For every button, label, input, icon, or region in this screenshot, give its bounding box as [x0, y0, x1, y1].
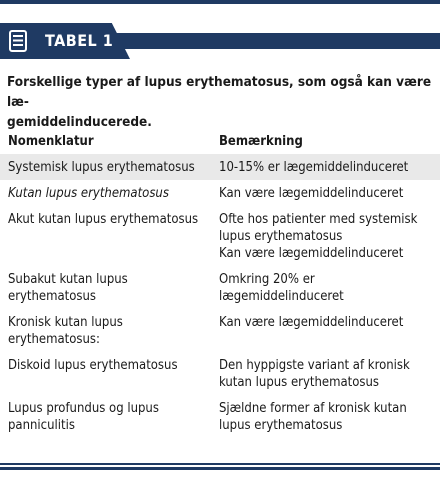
remark-text: Ofte hos patienter med systemisk lupus erythematosus: [219, 212, 418, 244]
remark-cell: [211, 352, 440, 395]
nomenclature-cell: Akut kutan lupus erythematosus: [8, 212, 199, 227]
caption-line: Forskellige typer af lupus erythematosus, som også kan være læ-: [7, 74, 432, 110]
remark-text: Kan være lægemiddelinduceret: [219, 246, 404, 261]
remark-cell: [211, 206, 440, 266]
remark-text: 10-15% er lægemiddelinduceret: [219, 160, 409, 175]
table-body: [0, 154, 440, 438]
column-header-remark: Bemærkning: [219, 134, 303, 149]
table-head-row: [0, 128, 440, 154]
table-caption: [7, 72, 432, 132]
remark-text: Den hyppigste variant af kronisk kutan lupus erythematosus: [219, 358, 410, 390]
remark-cell: [211, 395, 440, 438]
remark-text: Omkring 20% er lægemiddelinduceret: [219, 272, 344, 304]
bottom-rule: [0, 467, 440, 470]
remark-cell: [211, 180, 440, 206]
column-header-nomenclature: Nomenklatur: [8, 134, 94, 149]
caption-line: gemiddelinducerede.: [7, 114, 152, 130]
table-row: [0, 206, 440, 266]
table-row: [0, 180, 440, 206]
remark-text: Kan være lægemiddelinduceret: [219, 186, 404, 201]
table-row: [0, 266, 440, 309]
table-row: [0, 309, 440, 352]
document-icon: [0, 23, 35, 59]
table-title: TABEL 1: [45, 31, 114, 50]
bottom-rule: [0, 463, 440, 465]
nomenclature-cell: Kutan lupus erythematosus: [8, 186, 169, 201]
table-row: [0, 154, 440, 180]
top-rule: [0, 0, 440, 4]
nomenclature-cell: Subakut kutan lupus erythematosus: [8, 272, 128, 304]
remark-cell: [211, 154, 440, 180]
nomenclature-cell: Diskoid lupus erythematosus: [8, 358, 178, 373]
remark-text: Kan være lægemiddelinduceret: [219, 315, 404, 330]
remark-cell: [211, 309, 440, 352]
table-header: [0, 23, 440, 59]
table-row: [0, 352, 440, 395]
table-row: [0, 395, 440, 438]
nomenclature-cell: Kronisk kutan lupus erythematosus:: [8, 315, 123, 347]
remark-text: Sjældne former af kronisk kutan lupus erythematosus: [219, 401, 407, 433]
remark-cell: [211, 266, 440, 309]
nomenclature-cell: Systemisk lupus erythematosus: [0, 154, 211, 180]
nomenclature-cell: Lupus profundus og lupus panniculitis: [8, 401, 159, 433]
lupus-table: [0, 128, 440, 438]
